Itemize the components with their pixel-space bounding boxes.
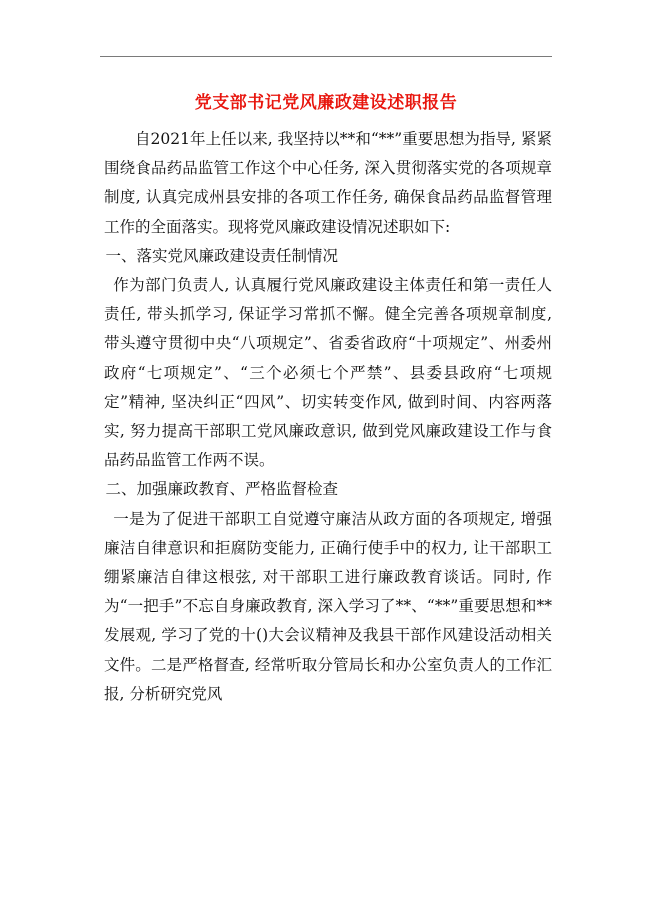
document-body [104,125,552,709]
intro-paragraph: 自2021年上任以来, 我坚持以**和“**”重要思想为指导, 紧紧围绕食品药品监管工作这个中心任务, 深入贯彻落实党的各项规章制度, 认真完成州县安排的各项工作任务, 确保食品药品监督管理工作的全面落实。现将党风廉政建设情况述职如下: [104,130,552,236]
header-rule [100,56,552,57]
section-heading-2: 二、加强廉政教育、严格监督检查 [105,480,339,499]
section-paragraph-2: 一是为了促进干部职工自觉遵守廉洁从政方面的各项规定, 增强廉洁自律意识和拒腐防变能力, 正确行使手中的权力, 让干部职工绷紧廉洁自律这根弦, 对干部职工进行廉政教育谈话。同时, 作为“一把手”不忘自身廉政教育, 深入学习了**、“**”重要思想和**发展观, 学习了党的十()大会议精神及我县干部作风建设活动相关文件。二是严格督查, 经常听取分管局长和办公室负责人的工作汇报, 分析研究党风 [104,509,552,703]
document-title: 党支部书记党风廉政建设述职报告 [194,93,458,113]
section-heading-1: 一、落实党风廉政建设责任制情况 [105,246,339,265]
section-paragraph-1: 作为部门负责人, 认真履行党风廉政建设主体责任和第一责任人责任, 带头抓学习, 保证学习常抓不懈。健全完善各项规章制度, 带头遵守贯彻中央“八项规定”、省委省政府“十项规定”、州委州政府“七项规定”、“三个必须七个严禁”、县委县政府“七项规定”精神, 坚决纠正“四风”、切实转变作风, 做到时间、内容两落实, 努力提高干部职工党风廉政意识, 做到党风廉政建设工作与食品药品监管工作两不误。 [104,276,552,470]
